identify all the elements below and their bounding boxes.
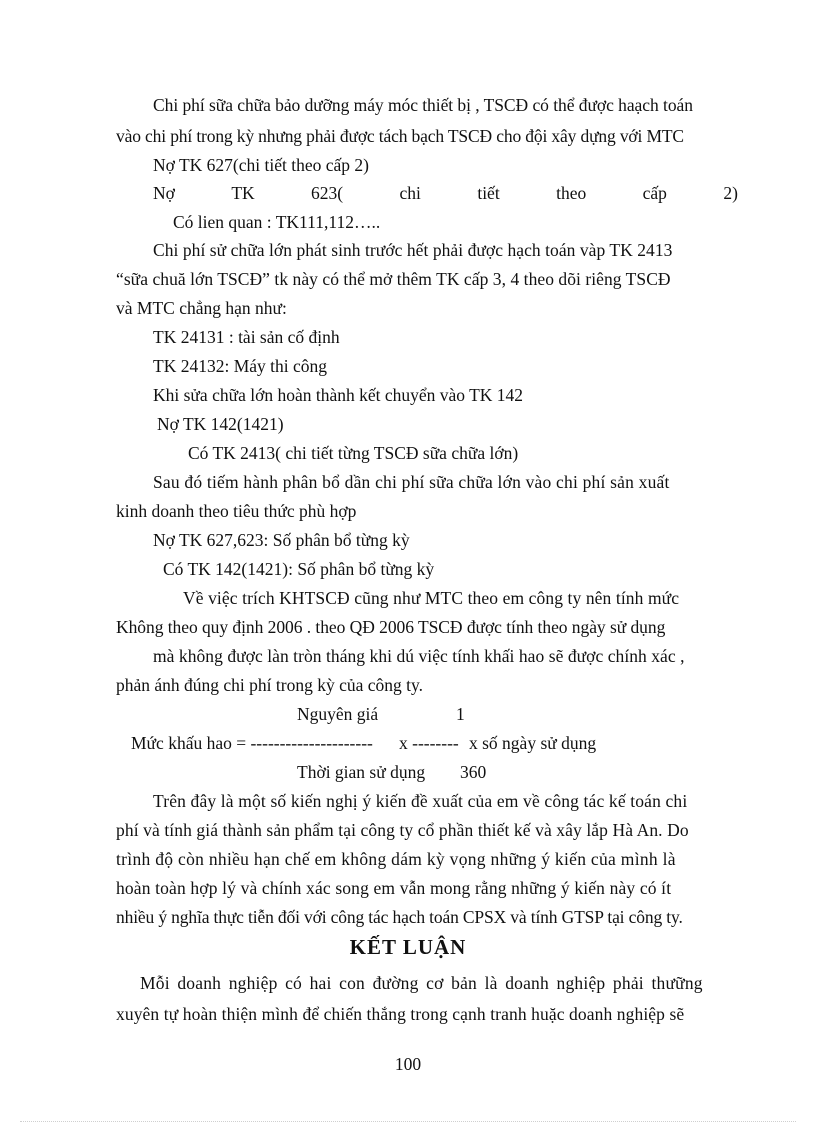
text-line: Nợ TK 142(1421) (157, 414, 284, 434)
word: 623( (311, 183, 344, 203)
formula-denominator-value: 360 (460, 762, 487, 782)
text-line: Khi sửa chữa lớn hoàn thành kết chuyển vào TK 142 (153, 385, 524, 405)
text-line: mà không được làn tròn tháng khi dú việc tính khấi hao sẽ được chính xác , (153, 646, 685, 666)
formula-rhs: x số ngày sử dụng (469, 733, 597, 753)
justified-text-line (153, 181, 738, 205)
text-line: Nợ TK 627,623: Số phân bổ từng kỳ (153, 530, 410, 550)
page-number: 100 (394, 1054, 422, 1074)
text-line: phản ánh đúng chi phí trong kỳ của công ty. (116, 675, 423, 695)
text-line: Chi phí sữa chữa bảo dưỡng máy móc thiết bị , TSCĐ có thể được haạch toán (153, 95, 693, 115)
word: TK (231, 183, 255, 203)
text-line: TK 24132: Máy thi công (153, 356, 328, 376)
formula-numerator-value: 1 (456, 704, 465, 724)
text-line: Nợ TK 627(chi tiết theo cấp 2) (153, 155, 369, 175)
text-line: TK 24131 : tài sản cố định (153, 327, 340, 347)
formula-operator: x -------- (399, 733, 459, 753)
word: chi (399, 183, 421, 203)
text-line: Mỗi doanh nghiệp có hai con đường cơ bản là doanh nghiệp phải thưững (140, 973, 703, 993)
text-line: Có TK 2413( chi tiết từng TSCĐ sữa chữa lớn) (188, 443, 519, 463)
text-line: “sữa chuă lớn TSCĐ” tk này có thể mở thêm TK cấp 3, 4 theo dõi riêng TSCĐ (116, 269, 671, 289)
word: cấp (642, 183, 667, 203)
word: tiết (477, 183, 500, 203)
text-line: phí và tính giá thành sản phẩm tại công ty cổ phần thiết kế và xây lắp Hà An. Do (116, 820, 689, 840)
text-line: Có TK 142(1421): Số phân bổ từng kỳ (163, 559, 435, 579)
text-line: vào chi phí trong kỳ nhưng phải được tách bạch TSCĐ cho đội xây dựng với MTC (116, 126, 684, 146)
text-line: Trên đây là một số kiến nghị ý kiến đề xuất của em về công tác kế toán chi (153, 791, 688, 811)
text-line: hoàn toàn hợp lý và chính xác song em vẫn mong rằng những ý kiến này có ít (116, 878, 672, 898)
formula-numerator-label: Nguyên giá (297, 704, 379, 724)
text-line: nhiều ý nghĩa thực tiễn đối với công tác hạch toán CPSX và tính GTSP tại công ty. (116, 907, 683, 927)
word: Nợ (153, 183, 175, 203)
text-line: Sau đó tiếm hành phân bổ dần chi phí sữa chữa lớn vào chi phí sản xuất (153, 472, 670, 492)
section-heading: KẾT LUẬN (349, 935, 467, 959)
page-edge-divider (20, 1121, 796, 1122)
word: 2) (723, 183, 738, 203)
text-line: và MTC chẳng hạn như: (116, 298, 287, 318)
formula-lhs: Mức khấu hao = --------------------- (131, 733, 373, 753)
text-line: kinh doanh theo tiêu thức phù hợp (116, 501, 357, 521)
text-line: Chi phí sử chữa lớn phát sinh trước hết phải được hạch toán vàp TK 2413 (153, 240, 673, 260)
text-line: trình độ còn nhiều hạn chế em không dám kỳ vọng những ý kiến của mình là (116, 849, 676, 869)
word: theo (556, 183, 587, 203)
text-line: Có lien quan : TK111,112….. (173, 212, 381, 232)
text-line: Về việc trích KHTSCĐ cũng như MTC theo em công ty nên tính mức (183, 588, 680, 608)
text-line: xuyên tự hoàn thiện mình để chiến thắng trong cạnh tranh huặc doanh nghiệp sẽ (116, 1004, 685, 1024)
text-line: Không theo quy định 2006 . theo QĐ 2006 TSCĐ được tính theo ngày sử dụng (116, 617, 666, 637)
formula-denominator-label: Thời gian sử dụng (297, 762, 426, 782)
